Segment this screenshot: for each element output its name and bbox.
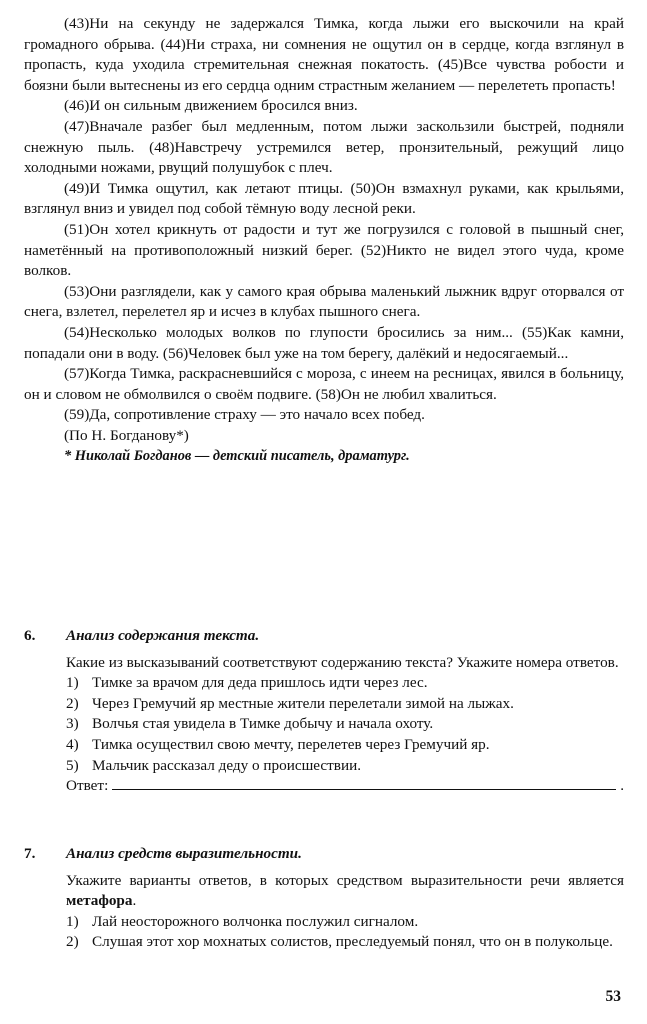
task-7-question xyxy=(66,871,624,912)
option-text: Через Гремучий яр местные жители перелетали зимой на лыжах. xyxy=(92,694,514,712)
task-7-option-1 xyxy=(66,912,624,933)
option-text: Мальчик рассказал деду о происшествии. xyxy=(92,756,361,774)
task-7-question-text: Укажите варианты ответов, в которых средством выразительности речи является xyxy=(66,871,624,889)
task-6-question: Какие из высказываний соответствуют содержанию текста? Укажите номера ответов. xyxy=(66,653,619,671)
task-7 xyxy=(24,844,624,953)
option-number: 1) xyxy=(66,674,79,692)
task-7-question-end: . xyxy=(132,892,137,910)
source-attribution: (По Н. Богданову*) xyxy=(64,426,189,444)
author-footnote: * Николай Богданов — детский писатель, драматург. xyxy=(64,448,410,465)
task-7-term: метафора xyxy=(66,892,133,910)
task-6-number: 6. xyxy=(24,627,36,644)
option-number: 3) xyxy=(66,715,79,733)
option-number: 5) xyxy=(66,756,79,774)
option-text: Тимке за врачом для деда пришлось идти через лес. xyxy=(92,674,428,692)
paragraph-57-58: (57)Когда Тимка, раскрасневшийся с мороза, с инеем на ресницах, явился в больницу, он и словом не обмолвился о своём подвиге. (58)Он не любил хвалиться. xyxy=(24,365,624,403)
option-number: 4) xyxy=(66,735,79,753)
task-7-number: 7. xyxy=(24,845,36,862)
story-text xyxy=(24,14,624,467)
option-text: Слушая этот хор мохнатых солистов, преследуемый понял, что он в полукольце. xyxy=(92,933,613,951)
task-6-body xyxy=(66,653,624,797)
task-6-option-3 xyxy=(66,714,624,735)
answer-label: Ответ: xyxy=(66,777,109,795)
task-7-header xyxy=(24,844,624,865)
paragraph-43-45: (43)Ни на секунду не задержался Тимка, когда лыжи его выскочили на край громадного обрыва. (44)Ни страха, ни сомнения не ощутил он в сердце, когда взглянул в пропасть, куда уходила стремительная снежная покатость. (45)Все чувства робости и боязни были вытеснены из его сердца одним страстным желанием — перелететь пропасть! xyxy=(24,15,624,94)
task-6-header xyxy=(24,626,624,647)
task-7-title: Анализ средств выразительности. xyxy=(66,845,302,862)
paragraph-46: (46)И он сильным движением бросился вниз. xyxy=(64,97,358,115)
task-7-body xyxy=(66,871,624,953)
option-text: Волчья стая увидела в Тимке добычу и начала охоту. xyxy=(92,715,434,733)
task-6-option-4 xyxy=(66,735,624,756)
option-text: Лай неосторожного волчонка послужил сигналом. xyxy=(92,912,419,930)
task-7-option-2 xyxy=(66,932,624,953)
paragraph-51-52: (51)Он хотел крикнуть от радости и тут же погрузился с головой в пышный снег, наметённый на противоположный низкий берег. (52)Никто не видел этого чуда, кроме волков. xyxy=(24,220,624,280)
option-text: Тимка осуществил свою мечту, перелетев через Гремучий яр. xyxy=(92,735,490,753)
task-6-title: Анализ содержания текста. xyxy=(66,627,260,644)
paragraph-59: (59)Да, сопротивление страху — это начало всех побед. xyxy=(64,406,425,424)
answer-end: . xyxy=(620,777,624,795)
paragraph-47-48: (47)Вначале разбег был медленным, потом лыжи заскользили быстрей, подняли снежную пыль. (48)Навстречу устремился ветер, пронзительный, режущий лицо холодными ножами, рвущий полушубок с плеч. xyxy=(24,117,624,177)
task-6-answer-row xyxy=(66,776,624,797)
paragraph-54-56: (54)Несколько молодых волков по глупости бросились за ним... (55)Как камни, попадали они в воду. (56)Человек был уже на том берегу, далёкий и недосягаемый... xyxy=(24,323,624,362)
task-6-option-2 xyxy=(66,694,624,715)
paragraph-49-50: (49)И Тимка ощутил, как летают птицы. (50)Он взмахнул руками, как крыльями, взглянул вниз и увидел под собой тёмную воду лесной реки. xyxy=(24,179,624,218)
page-number: 53 xyxy=(605,988,621,1005)
option-number: 2) xyxy=(66,694,79,712)
task-6-option-1 xyxy=(66,673,624,694)
task-6 xyxy=(24,626,624,797)
paragraph-53: (53)Они разглядели, как у самого края обрыва маленький лыжник вдруг оторвался от снега, взлетел, перелетел яр и исчез в клубах пышного снега. xyxy=(24,282,624,321)
task-6-option-5 xyxy=(66,756,624,777)
answer-blank-line[interactable] xyxy=(112,777,616,790)
option-number: 2) xyxy=(66,933,79,951)
option-number: 1) xyxy=(66,912,79,930)
